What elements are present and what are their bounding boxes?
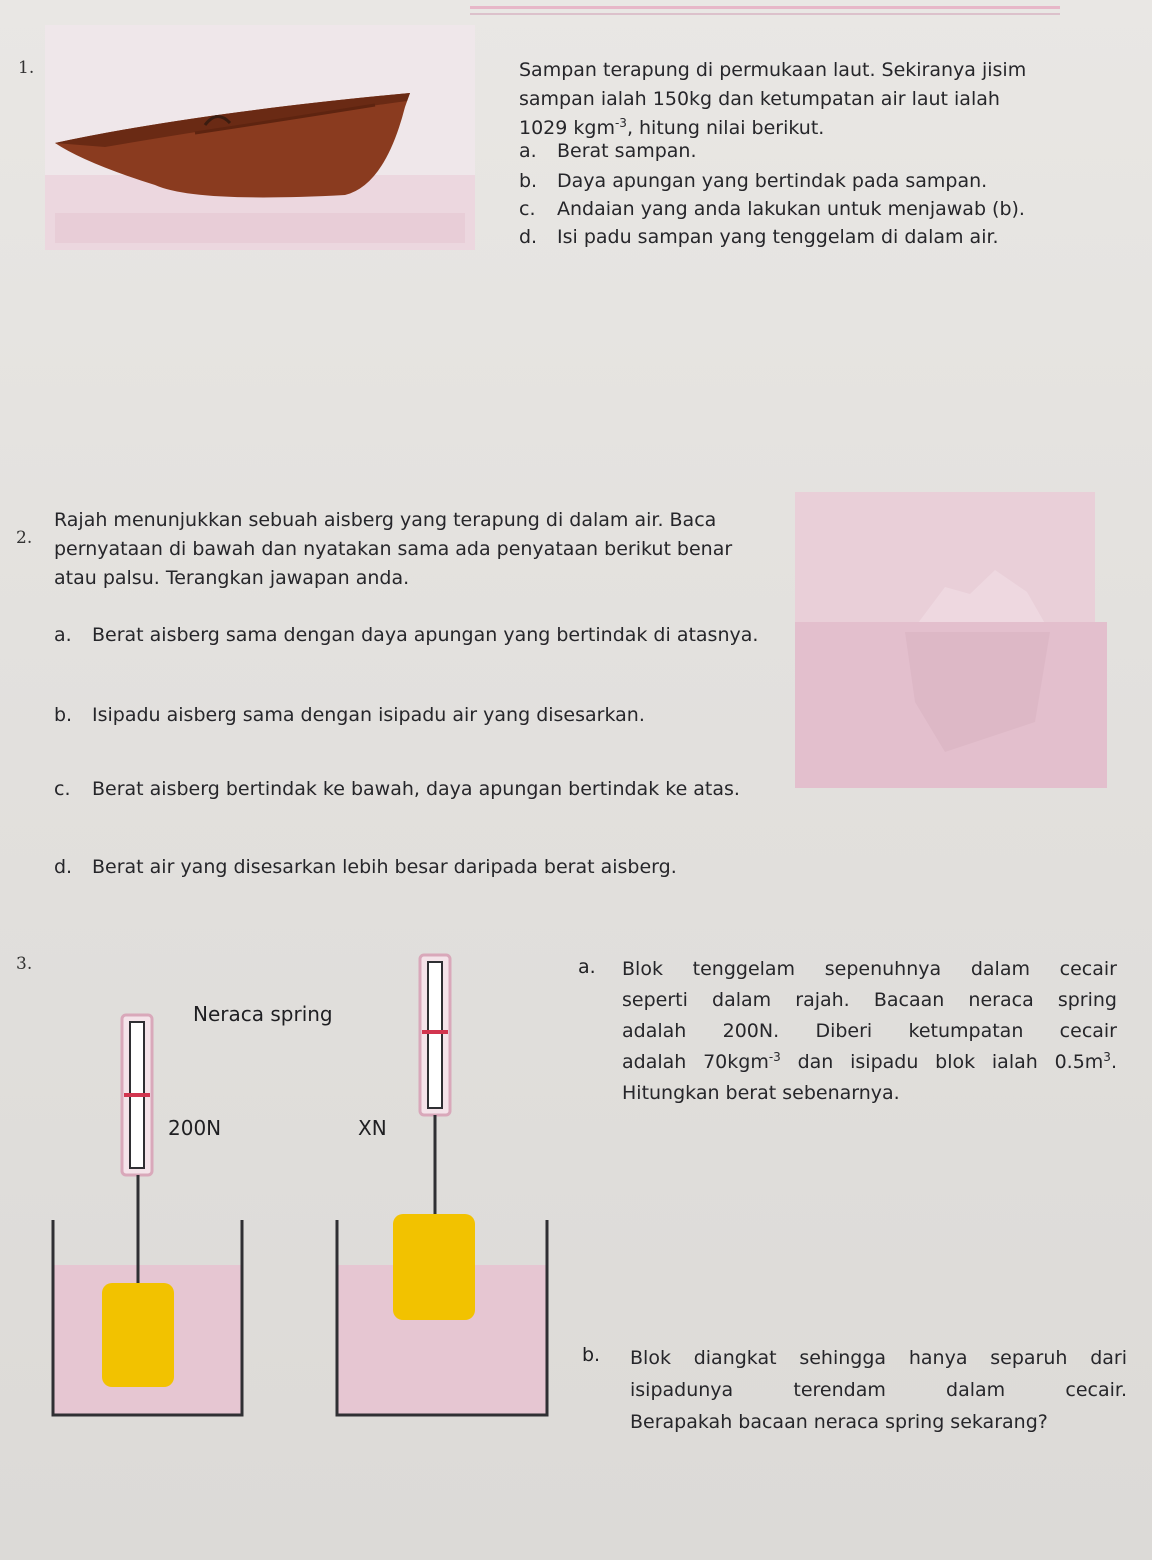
q3b-line: isipadunya terendam dalam cecair. [630,1379,1127,1401]
q1-text [519,56,1044,143]
q1-item-a: a. Berat sampan. [519,140,697,162]
q3b-label: b. [582,1344,601,1366]
q3a-text [622,954,1117,1109]
q2-item-a: a. Berat aisberg sama dengan daya apungan yang bertindak di atasnya. [54,624,759,646]
q1-line: sampan ialah 150kg dan ketumpatan air laut ialah [519,88,1000,110]
reading-right: XN [358,1116,387,1140]
q1-density-rest: , hitung nilai berikut. [626,117,825,139]
q3a-line: Hitungkan berat sebenarnya. [622,1082,900,1104]
q1-line [519,114,1044,143]
q2-item-d: d. Berat air yang disesarkan lebih besar daripada berat aisberg. [54,856,677,878]
reading-left: 200N [168,1116,222,1140]
q3a-line: Blok tenggelam sepenuhnya dalam cecair [622,958,1117,980]
q3a-line: adalah 200N. Diberi ketumpatan cecair [622,1020,1117,1042]
q1-item-c: c. Andaian yang anda lakukan untuk menjawab (b). [519,198,1025,220]
q2-line: atau palsu. Terangkan jawapan anda. [54,567,410,589]
q3a-line: adalah 70kgm$^{-3}$ dan isipadu blok ialah $0.5m^3$. [622,1050,1117,1073]
q1-number: 1. [18,58,35,78]
q2-item-c: c. Berat aisberg bertindak ke bawah, daya apungan bertindak ke atas. [54,778,740,800]
q2-item-b: b. Isipadu aisberg sama dengan isipadu air yang disesarkan. [54,704,645,726]
header-rule [470,6,1060,9]
q1-density-exp: -3 [614,116,627,130]
q3b-line: Berapakah bacaan neraca spring sekarang? [630,1411,1048,1433]
q3-number: 3. [16,954,33,974]
q1-item-b: b. Daya apungan yang bertindak pada sampan. [519,170,988,192]
header-rule-2 [470,13,1060,15]
boat-figure [45,25,475,255]
spring-label: Neraca spring [193,1002,333,1026]
q2-line: pernyataan di bawah dan nyatakan sama ada penyataan berikut benar [54,538,733,560]
q1-line: Sampan terapung di permukaan laut. Sekiranya jisim [519,59,1027,81]
iceberg-figure [795,492,1107,788]
q3b-line: Blok diangkat sehingga hanya separuh dari [630,1347,1127,1369]
q2-text [54,506,732,593]
q1-item-d: d. Isi padu sampan yang tenggelam di dalam air. [519,226,999,248]
q3a-label: a. [578,956,596,978]
q3a-line: seperti dalam rajah. Bacaan neraca spring [622,989,1117,1011]
q2-line: Rajah menunjukkan sebuah aisberg yang terapung di dalam air. Baca [54,509,717,531]
q1-density: 1029 kgm [519,117,615,139]
q2-number: 2. [16,528,33,548]
q3b-text [630,1342,1127,1438]
